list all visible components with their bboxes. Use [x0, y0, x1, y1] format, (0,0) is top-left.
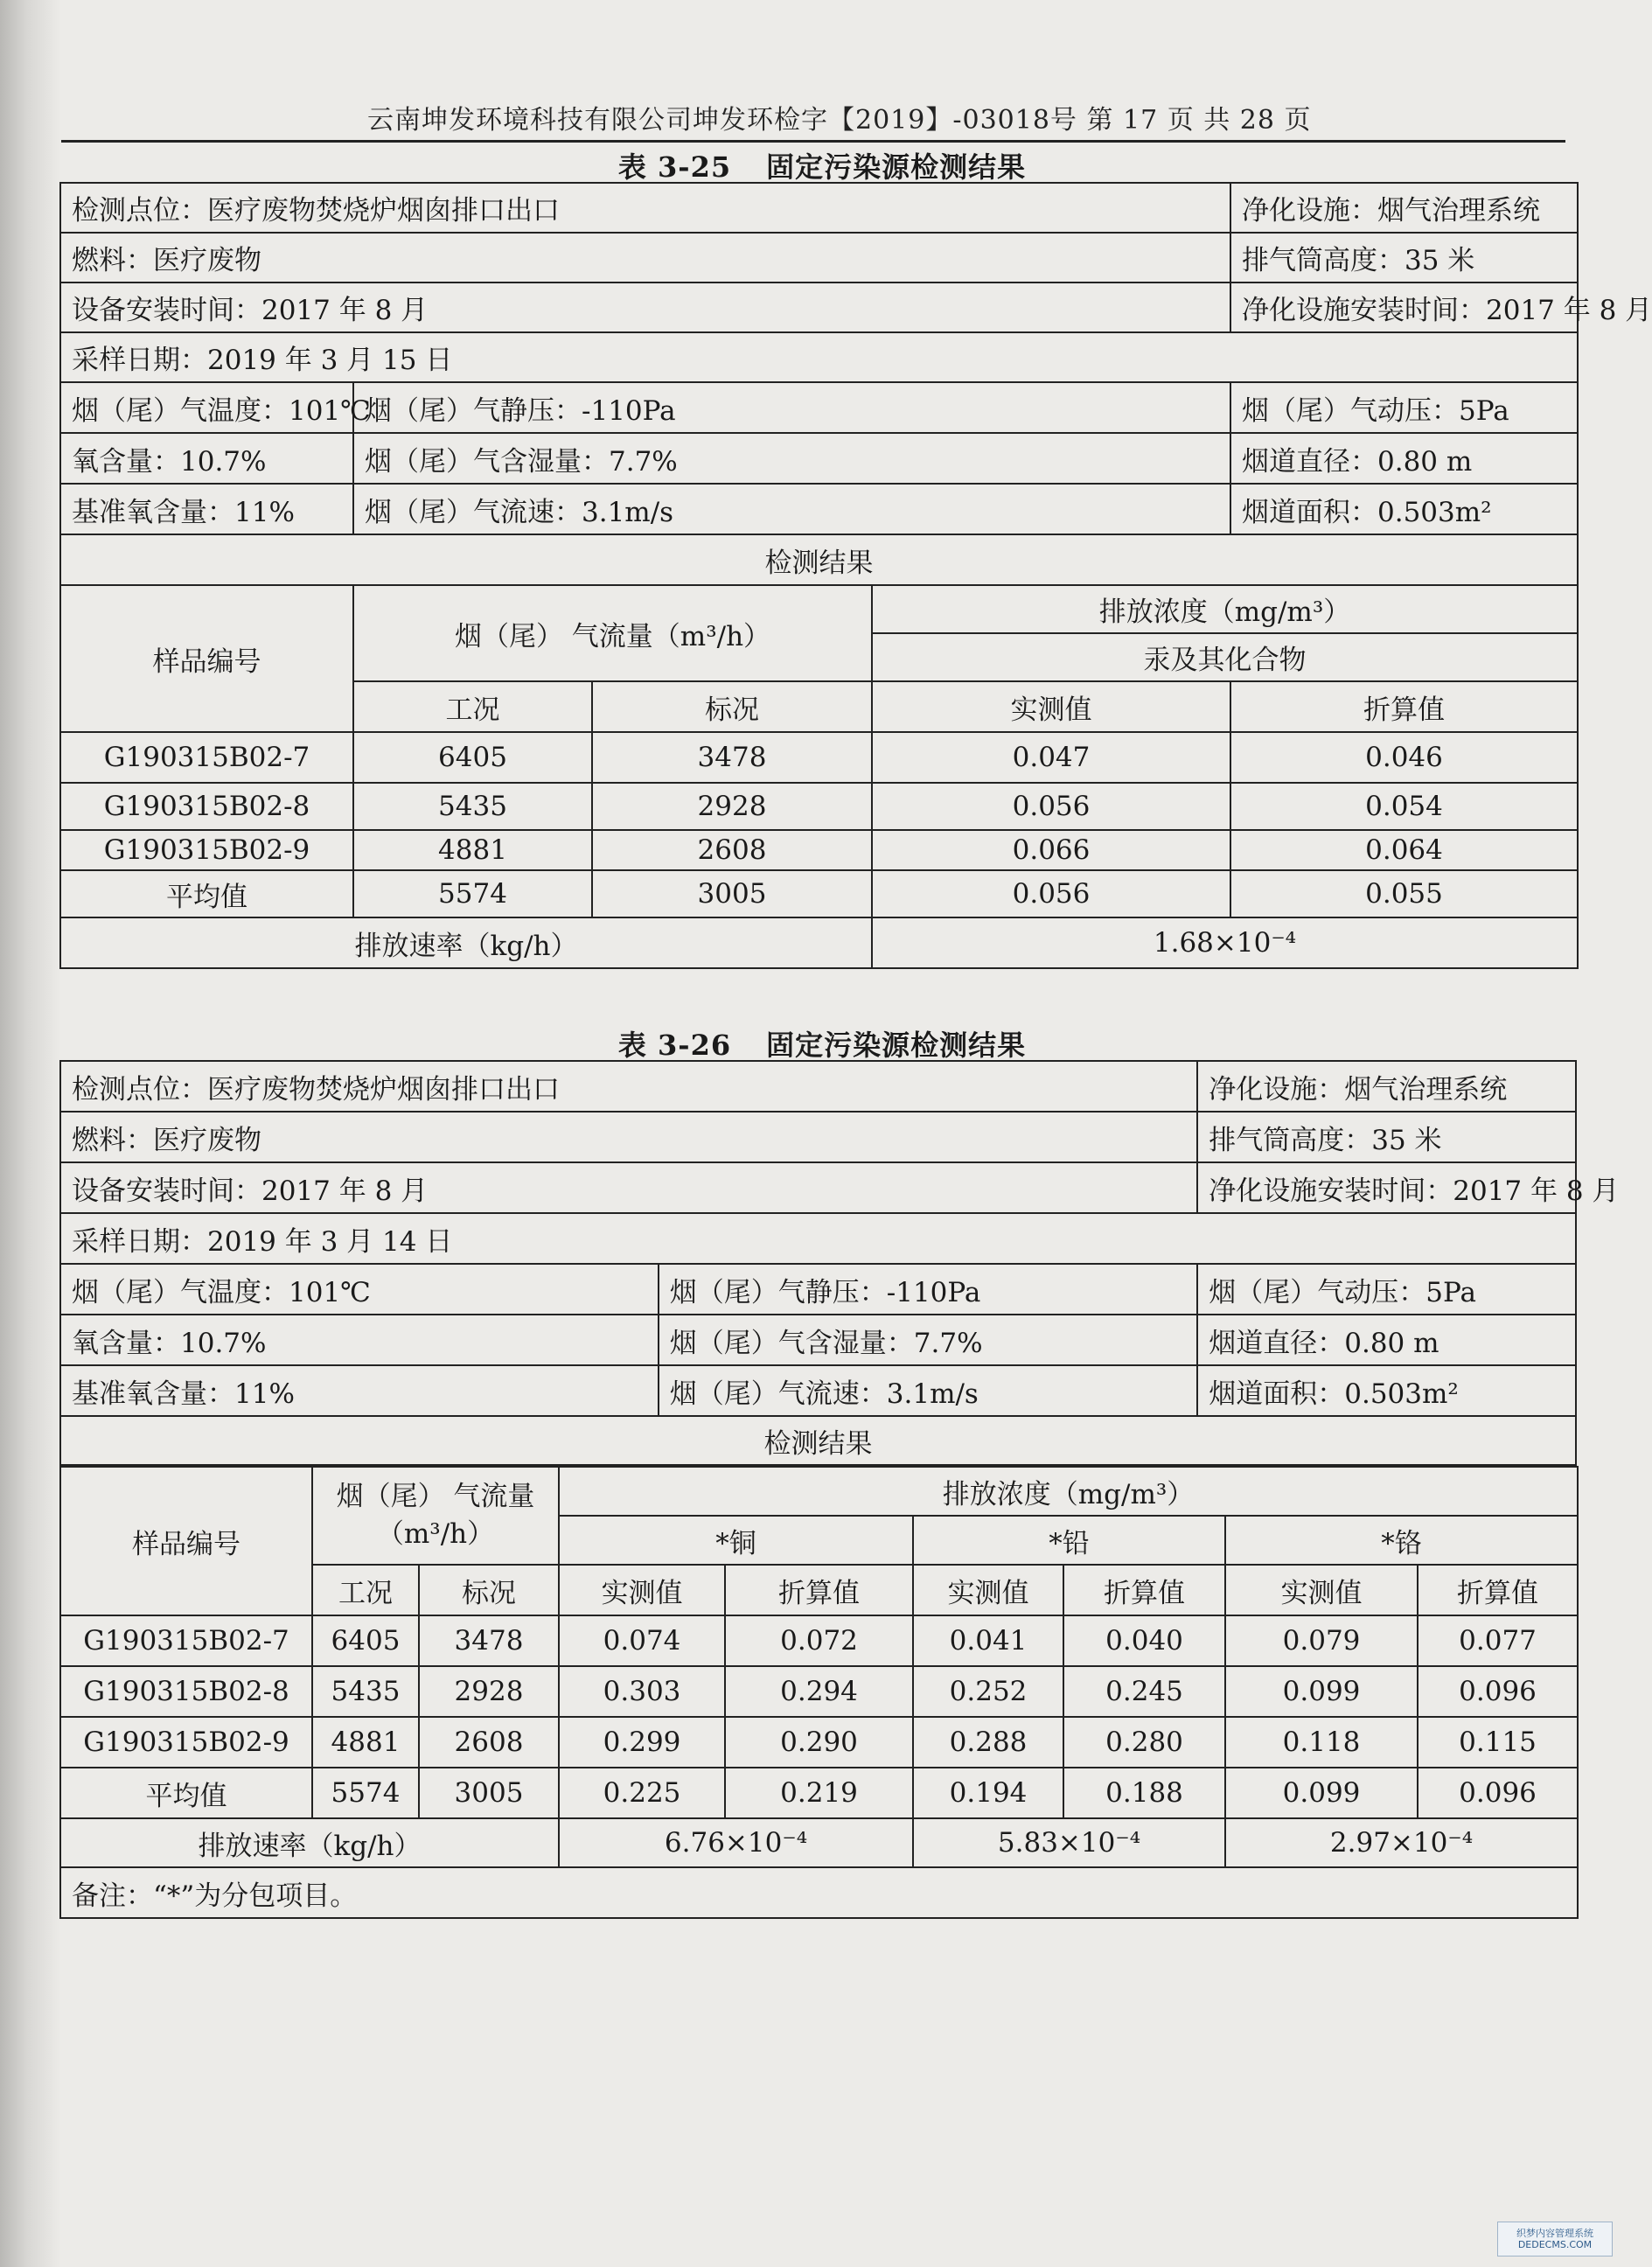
copper-measured: 0.303: [559, 1666, 725, 1717]
copper-converted: 0.294: [725, 1666, 913, 1717]
copper-converted-header: 折算值: [725, 1565, 913, 1615]
standard-flow: 3478: [592, 732, 872, 783]
header-rule: [61, 140, 1565, 143]
table-row: [60, 732, 1578, 783]
copper-converted: 0.290: [725, 1717, 913, 1768]
table1-caption: [61, 145, 1583, 185]
static-pressure: 烟（尾）气静压：-110Pa: [353, 382, 1230, 433]
table-row: [60, 585, 1578, 633]
pollutant-header: 汞及其化合物: [872, 633, 1578, 681]
copper-converted: 0.219: [725, 1768, 913, 1818]
results-label: 检测结果: [60, 1416, 1576, 1465]
lead-measured: 0.041: [913, 1615, 1063, 1666]
table-row: [60, 1768, 1578, 1818]
dynamic-pressure: 烟（尾）气动压：5Pa: [1230, 382, 1578, 433]
standard-condition-header: 标况: [419, 1565, 559, 1615]
chromium-converted: 0.096: [1418, 1768, 1578, 1818]
lead-converted-header: 折算值: [1063, 1565, 1225, 1615]
chromium-header: *铬: [1225, 1516, 1578, 1565]
sample-id-header: 样品编号: [60, 1467, 312, 1615]
document-header: 云南坤发环境科技有限公司坤发环检字【2019】-03018号 第 17 页 共 28 页: [367, 105, 1312, 136]
average-label: 平均值: [60, 1768, 312, 1818]
lead-converted: 0.245: [1063, 1666, 1225, 1717]
table-row: [60, 1416, 1576, 1465]
converted-value: 0.055: [1230, 870, 1578, 917]
copper-converted: 0.072: [725, 1615, 913, 1666]
table2: [59, 1060, 1620, 1466]
converted-value: 0.046: [1230, 732, 1578, 783]
copper-measured: 0.225: [559, 1768, 725, 1818]
table-row: [60, 1315, 1576, 1365]
watermark-logo: [1497, 2222, 1613, 2257]
lead-header: *铅: [913, 1516, 1225, 1565]
sample-id: G190315B02-9: [60, 830, 353, 870]
working-flow: 4881: [312, 1717, 419, 1768]
flue-diameter: 烟道直径：0.80 m: [1230, 433, 1578, 484]
emission-rate-label: 排放速率（kg/h）: [60, 917, 872, 968]
equipment-install-time: 设备安装时间：2017 年 8 月: [60, 283, 1230, 332]
table-row: [60, 534, 1578, 585]
standard-flow: 2608: [419, 1717, 559, 1768]
converted-value: 0.054: [1230, 783, 1578, 830]
working-condition-header: 工况: [312, 1565, 419, 1615]
lead-measured: 0.252: [913, 1666, 1063, 1717]
stack-height: 排气筒高度：35 米: [1230, 233, 1578, 283]
flow-header-line2: （m³/h）: [376, 1518, 495, 1550]
flue-area: 烟道面积：0.503m²: [1197, 1365, 1576, 1416]
table-row: [60, 917, 1578, 968]
watermark-line2: DEDECMS.COM: [1517, 2239, 1593, 2250]
working-flow: 6405: [312, 1615, 419, 1666]
fuel: 燃料：医疗废物: [60, 233, 1230, 283]
sample-id: G190315B02-8: [60, 783, 353, 830]
gas-velocity: 烟（尾）气流速：3.1m/s: [659, 1365, 1197, 1416]
measured-value: 0.056: [872, 870, 1230, 917]
measured-value: 0.056: [872, 783, 1230, 830]
sample-id: G190315B02-8: [60, 1666, 312, 1717]
standard-flow: 3005: [592, 870, 872, 917]
emission-rate-value: 1.68×10⁻⁴: [872, 917, 1578, 968]
table-row: [60, 1467, 1578, 1516]
chromium-measured-header: 实测值: [1225, 1565, 1418, 1615]
monitoring-point: 检测点位：医疗废物焚烧炉烟囱排口出口: [60, 1061, 1197, 1112]
copper-measured-header: 实测值: [559, 1565, 725, 1615]
lead-measured-header: 实测值: [913, 1565, 1063, 1615]
table2-caption-number: 表 3-26: [617, 1029, 732, 1062]
table-row: [60, 283, 1578, 332]
flow-header: 烟（尾） 气流量（m³/h）: [353, 585, 872, 681]
sample-id: G190315B02-7: [60, 1615, 312, 1666]
table-row: [60, 233, 1578, 283]
table2-caption: [61, 1023, 1583, 1064]
table-row: [60, 183, 1578, 233]
standard-flow: 2928: [592, 783, 872, 830]
chromium-converted: 0.115: [1418, 1717, 1578, 1768]
table-row: [60, 1112, 1576, 1162]
chromium-converted-header: 折算值: [1418, 1565, 1578, 1615]
table-row: [60, 433, 1578, 484]
sampling-date: 采样日期：2019 年 3 月 14 日: [60, 1213, 1576, 1264]
standard-flow: 2608: [592, 830, 872, 870]
chromium-converted: 0.077: [1418, 1615, 1578, 1666]
watermark-line1: 织梦内容管理系统: [1516, 2227, 1593, 2239]
table-row: [60, 1264, 1576, 1315]
oxygen-content: 氧含量：10.7%: [60, 433, 353, 484]
footnote: 备注：“*”为分包项目。: [60, 1867, 1578, 1918]
moisture-content: 烟（尾）气含湿量：7.7%: [659, 1315, 1197, 1365]
sample-id-header: 样品编号: [60, 585, 353, 732]
table-row: [60, 1162, 1576, 1213]
emission-rate-label: 排放速率（kg/h）: [60, 1818, 559, 1867]
lead-converted: 0.040: [1063, 1615, 1225, 1666]
chromium-measured: 0.099: [1225, 1768, 1418, 1818]
sample-id: G190315B02-9: [60, 1717, 312, 1768]
table-row: [60, 1818, 1578, 1867]
lead-measured: 0.288: [913, 1717, 1063, 1768]
purification-facility: 净化设施：烟气治理系统: [1197, 1061, 1576, 1112]
table1: [59, 182, 1652, 969]
purification-facility: 净化设施：烟气治理系统: [1230, 183, 1578, 233]
dynamic-pressure: 烟（尾）气动压：5Pa: [1197, 1264, 1576, 1315]
fuel: 燃料：医疗废物: [60, 1112, 1197, 1162]
table-row: [60, 1061, 1576, 1112]
table-row: [60, 1717, 1578, 1768]
standard-flow: 3478: [419, 1615, 559, 1666]
equipment-install-time: 设备安装时间：2017 年 8 月: [60, 1162, 1197, 1213]
flue-diameter: 烟道直径：0.80 m: [1197, 1315, 1576, 1365]
chromium-measured: 0.099: [1225, 1666, 1418, 1717]
oxygen-content: 氧含量：10.7%: [60, 1315, 659, 1365]
working-flow: 5435: [312, 1666, 419, 1717]
flow-header: [312, 1467, 559, 1565]
standard-flow: 3005: [419, 1768, 559, 1818]
copper-emission-rate: 6.76×10⁻⁴: [559, 1818, 913, 1867]
sample-id: G190315B02-7: [60, 732, 353, 783]
table-row: [60, 1867, 1578, 1918]
table-row: [60, 1666, 1578, 1717]
lead-converted: 0.188: [1063, 1768, 1225, 1818]
flow-header-line1: 烟（尾） 气流量: [336, 1480, 535, 1512]
table-row: [60, 1615, 1578, 1666]
converted-value: 0.064: [1230, 830, 1578, 870]
sampling-date: 采样日期：2019 年 3 月 15 日: [60, 332, 1578, 382]
table-row: [60, 783, 1578, 830]
measured-value: 0.047: [872, 732, 1230, 783]
chromium-measured: 0.079: [1225, 1615, 1418, 1666]
table-row: [60, 382, 1578, 433]
table-row: [60, 332, 1578, 382]
monitoring-point: 检测点位：医疗废物焚烧炉烟囱排口出口: [60, 183, 1230, 233]
concentration-header: 排放浓度（mg/m³）: [559, 1467, 1578, 1516]
flue-area: 烟道面积：0.503m²: [1230, 484, 1578, 534]
table1-caption-title: 固定污染源检测结果: [766, 150, 1027, 184]
facility-install-time: 净化设施安装时间：2017 年 8 月: [1230, 283, 1578, 332]
table1-caption-number: 表 3-25: [617, 150, 732, 184]
reference-oxygen: 基准氧含量：11%: [60, 484, 353, 534]
table2-caption-title: 固定污染源检测结果: [766, 1029, 1027, 1062]
standard-flow: 2928: [419, 1666, 559, 1717]
working-flow: 5574: [353, 870, 592, 917]
table2-results: [59, 1466, 1579, 1919]
working-flow: 6405: [353, 732, 592, 783]
working-flow: 5435: [353, 783, 592, 830]
standard-condition-header: 标况: [592, 681, 872, 732]
page-edge-shadow: [0, 0, 61, 2267]
working-flow: 4881: [353, 830, 592, 870]
table-row: [60, 830, 1578, 870]
lead-emission-rate: 5.83×10⁻⁴: [913, 1818, 1225, 1867]
table-row: [60, 484, 1578, 534]
working-condition-header: 工况: [353, 681, 592, 732]
table-row: [60, 1365, 1576, 1416]
moisture-content: 烟（尾）气含湿量：7.7%: [353, 433, 1230, 484]
concentration-header: 排放浓度（mg/m³）: [872, 585, 1578, 633]
table-row: [60, 1213, 1576, 1264]
gas-temperature: 烟（尾）气温度：101℃: [60, 382, 353, 433]
copper-header: *铜: [559, 1516, 913, 1565]
converted-header: 折算值: [1230, 681, 1578, 732]
chromium-emission-rate: 2.97×10⁻⁴: [1225, 1818, 1578, 1867]
reference-oxygen: 基准氧含量：11%: [60, 1365, 659, 1416]
measured-header: 实测值: [872, 681, 1230, 732]
stack-height: 排气筒高度：35 米: [1197, 1112, 1576, 1162]
facility-install-time: 净化设施安装时间：2017 年 8 月: [1197, 1162, 1576, 1213]
table-row: [60, 870, 1578, 917]
lead-converted: 0.280: [1063, 1717, 1225, 1768]
chromium-measured: 0.118: [1225, 1717, 1418, 1768]
results-label: 检测结果: [60, 534, 1578, 585]
lead-measured: 0.194: [913, 1768, 1063, 1818]
working-flow: 5574: [312, 1768, 419, 1818]
copper-measured: 0.074: [559, 1615, 725, 1666]
gas-velocity: 烟（尾）气流速：3.1m/s: [353, 484, 1230, 534]
measured-value: 0.066: [872, 830, 1230, 870]
average-label: 平均值: [60, 870, 353, 917]
static-pressure: 烟（尾）气静压：-110Pa: [659, 1264, 1197, 1315]
copper-measured: 0.299: [559, 1717, 725, 1768]
chromium-converted: 0.096: [1418, 1666, 1578, 1717]
gas-temperature: 烟（尾）气温度：101℃: [60, 1264, 659, 1315]
